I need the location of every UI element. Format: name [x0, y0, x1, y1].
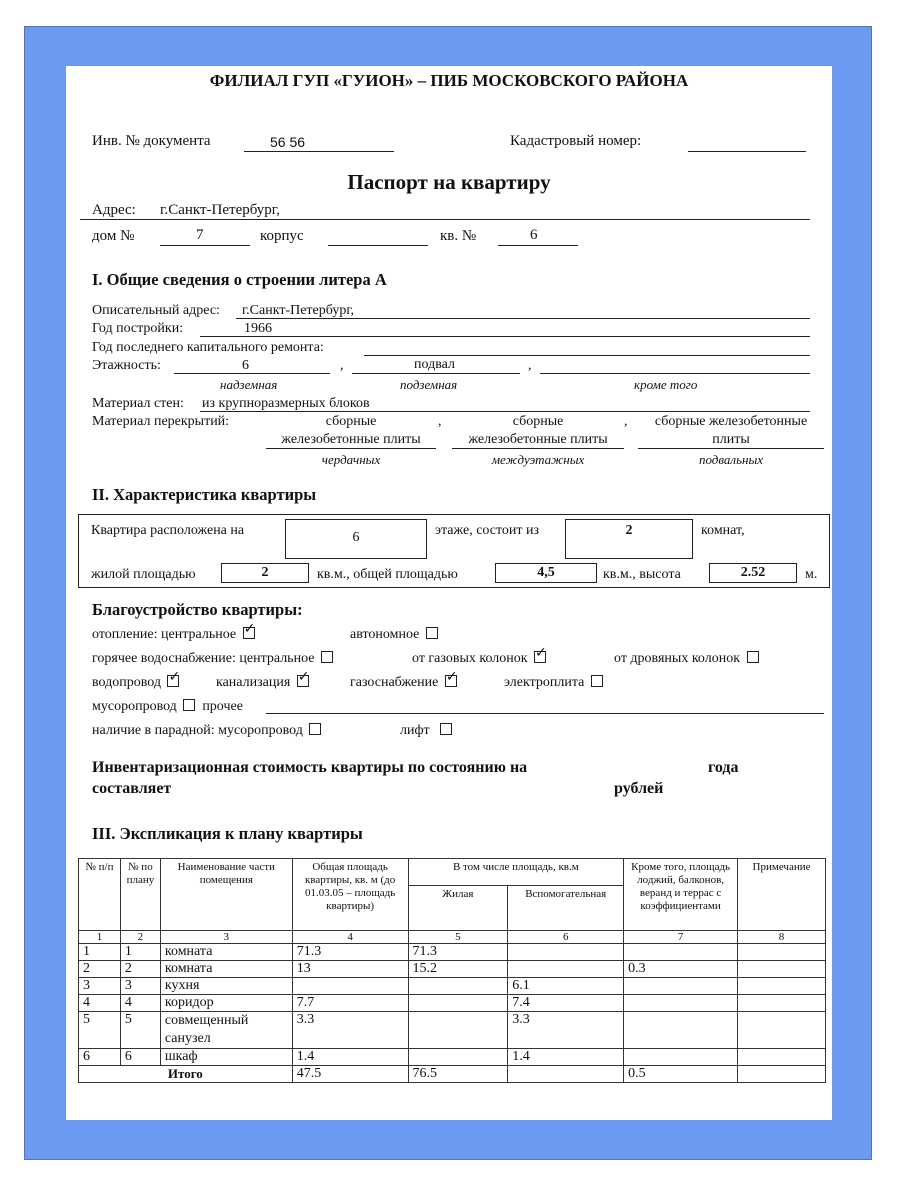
inventory-line2: составляет [92, 780, 172, 797]
heating-label: отопление: [92, 627, 158, 642]
document-page: ФИЛИАЛ ГУП «ГУИОН» – ПИБ МОСКОВСКОГО РАЙОНА Инв. № документа 56 56 Кадастровый номер: Паспорт на квартиру Адрес: г.Санкт-Петербург, дом № 7 корпус кв. № 6 I. Общие сведения о строении литера А Описательный адрес: г.Санкт-Петербург, Год постройки: 1966 Год последнего капитального ремонта: Этажность: 6 , подвал , надземная подземная кроме того Материал стен: из крупноразмерных блоков Материал перекрытий: сборные железобетонные плиты , сборные железобетонные плиты , сборные железобетонные плиты чердачных междуэтажных подвальных II. Характеристика квартиры Квартира расположена на 6 этаже, состоит из 2 комнат, жилой площадью 2 кв.м., общей площадью 4,5 кв.м., высота 2.52 м. Благоустройство квартиры: отопление: центральное ✓ автономное горячее водоснабжение: центральное от газовых колонок ✓ от дровяных колонок водопровод ✓ канализация ✓ газоснабжение ✓ электроплита мусоропровод прочее наличие в парадной: мусоропровод лифт Инвентаризационная стоимость квартиры по состоянию на года составляет рублей III. Экспликация к плану квартиры № п/п № по плану Наименование части помещения Общая площадь квартиры, кв. м (до 01.03.05 – площадь квартиры) В том числе площадь, кв.м Кроме того, площадь лоджий, балконов, веранд и террас с коэффициентами Примечание Жилая Вспомогательная 1 2 3 4 5 6 7 8 1 1 комната 71.3 71.3 2 2 комната 13 15.2 0.3 3 3 кухня 6.1 4 4 коридор 7.7 7.4 5 5 совмещенный санузел 3.3 3.3 6 6 шкаф 1.4 1.4 Итого 47.5 76.5 0.5 [66, 66, 832, 1120]
inventory-rub: рублей [614, 780, 664, 797]
located-label: Квартира расположена на [91, 523, 245, 538]
lift-checkbox[interactable] [440, 723, 452, 735]
chute-checkbox[interactable] [183, 699, 195, 711]
hotwater-gas-checkbox[interactable] [534, 651, 546, 663]
table-row: 5 5 совмещенный санузел 3.3 3.3 [79, 1012, 826, 1049]
entrance-chute-checkbox[interactable] [309, 723, 321, 735]
caption-above: надземная [220, 377, 278, 392]
heating-autonomous-checkbox[interactable] [426, 627, 438, 639]
th-plan: № по плану [120, 859, 160, 931]
explication-table [78, 858, 826, 1083]
th-name: Наименование части помещения [160, 859, 292, 931]
living-box: 2 [221, 563, 309, 583]
th-incl: В том числе площадь, кв.м [408, 859, 624, 886]
doc-title: Паспорт на квартиру [347, 170, 551, 194]
total-box: 4,5 [495, 563, 597, 583]
th-no: № п/п [79, 859, 121, 931]
table-row: 4 4 коридор 7.7 7.4 [79, 995, 826, 1012]
floors-label: Этажность: [92, 358, 161, 373]
section1-title: I. Общие сведения о строении литера А [92, 270, 387, 289]
hotwater-wood-checkbox[interactable] [747, 651, 759, 663]
stove-checkbox[interactable] [591, 675, 603, 687]
table-row: 6 6 шкаф 1.4 1.4 [79, 1049, 826, 1066]
slab-attic-2: железобетонные плиты [281, 432, 421, 447]
inv-number: 56 56 [270, 134, 306, 150]
consists-label: этаже, состоит из [435, 523, 540, 538]
total-label: Итого [79, 1066, 293, 1083]
stove-label: электроплита [504, 675, 585, 690]
hotwater-wood: от дровяных колонок [614, 651, 741, 666]
water-checkbox[interactable] [167, 675, 179, 687]
meter-label: м. [805, 567, 818, 582]
caption-except: кроме того [634, 377, 698, 392]
th-total: Общая площадь квартиры, кв. м (до 01.03.05 – площадь квартиры) [292, 859, 408, 931]
heating-autonomous: автономное [350, 627, 420, 642]
caption-under: подземная [400, 377, 458, 392]
heating-central: центральное [161, 627, 237, 642]
other-label: прочее [202, 699, 243, 714]
korpus-label: корпус [260, 228, 304, 244]
lift-label: лифт [400, 723, 430, 738]
total-row: Итого 47.5 76.5 0.5 [79, 1066, 826, 1083]
section3-title: III. Экспликация к плану квартиры [92, 824, 363, 843]
caption-attic: чердачных [321, 452, 381, 467]
cadastral-label: Кадастровый номер: [510, 133, 642, 149]
floors-above: 6 [242, 358, 249, 373]
desc-addr-value: г.Санкт-Петербург, [242, 303, 355, 318]
gas-label: газоснабжение [350, 675, 439, 690]
section2-title: II. Характеристика квартиры [92, 485, 317, 504]
address-value: г.Санкт-Петербург, [160, 202, 281, 218]
inventory-year-word: года [708, 759, 739, 776]
column-number-row: 1 2 3 4 5 6 7 8 [79, 931, 826, 944]
floors-under: подвал [414, 357, 455, 372]
year-label: Год постройки: [92, 321, 184, 336]
height-label: кв.м., высота [603, 567, 681, 582]
th-aux: Вспомогательная [508, 886, 624, 931]
table-header-row [79, 859, 826, 886]
gas-checkbox[interactable] [445, 675, 457, 687]
entrance-chute: мусоропровод [218, 723, 303, 738]
caption-inter: междуэтажных [491, 452, 585, 467]
inventory-line1: Инвентаризационная стоимость квартиры по состоянию на [92, 759, 528, 776]
branch-header: ФИЛИАЛ ГУП «ГУИОН» – ПИБ МОСКОВСКОГО РАЙОНА [209, 71, 689, 90]
rooms-box: 2 [565, 519, 693, 559]
floor-box: 6 [285, 519, 427, 559]
walls-value: из крупноразмерных блоков [202, 396, 370, 411]
table-row: 3 3 кухня 6.1 [79, 978, 826, 995]
address-label: Адрес: [92, 202, 136, 218]
repair-label: Год последнего капитального ремонта: [92, 340, 324, 355]
flat-number: 6 [530, 227, 538, 243]
table-row: 1 1 комната 71.3 71.3 [79, 944, 826, 961]
caption-base: подвальных [698, 452, 764, 467]
table-row: 2 2 комната 13 15.2 0.3 [79, 961, 826, 978]
desc-addr-label: Описательный адрес: [92, 303, 220, 318]
slab-inter-2: железобетонные плиты [468, 432, 608, 447]
amenities-title: Благоустройство квартиры: [92, 600, 303, 619]
walls-label: Материал стен: [92, 396, 184, 411]
total-label: кв.м., общей площадью [317, 567, 458, 582]
hotwater-label: горячее водоснабжение: [92, 651, 236, 666]
floorslab-label: Материал перекрытий: [92, 414, 230, 429]
flat-characteristics-box [78, 514, 830, 588]
slab-base-1: сборные железобетонные [654, 414, 808, 429]
house-label: дом № [92, 228, 135, 244]
inv-label: Инв. № документа [92, 133, 211, 149]
th-living: Жилая [408, 886, 508, 931]
hotwater-central: центральное [239, 651, 315, 666]
hotwater-gas: от газовых колонок [412, 651, 528, 666]
height-box: 2.52 [709, 563, 797, 583]
th-extra: Кроме того, площадь лоджий, балконов, веранд и террас с коэффициентами [624, 859, 738, 931]
house-number: 7 [196, 227, 204, 243]
entrance-label: наличие в парадной: [92, 723, 215, 738]
chute-label: мусоропровод [92, 699, 177, 714]
th-note: Примечание [738, 859, 826, 931]
water-label: водопровод [92, 675, 161, 690]
rooms-label: комнат, [701, 523, 745, 538]
slab-inter-1: сборные [512, 414, 564, 429]
slab-attic-1: сборные [325, 414, 377, 429]
living-label: жилой площадью [91, 567, 196, 582]
sewer-label: канализация [216, 675, 291, 690]
sewer-checkbox[interactable] [297, 675, 309, 687]
hotwater-central-checkbox[interactable] [321, 651, 333, 663]
flat-label: кв. № [440, 228, 477, 244]
year-value: 1966 [244, 321, 272, 336]
heating-central-checkbox[interactable] [243, 627, 255, 639]
slab-base-2: плиты [712, 432, 750, 447]
